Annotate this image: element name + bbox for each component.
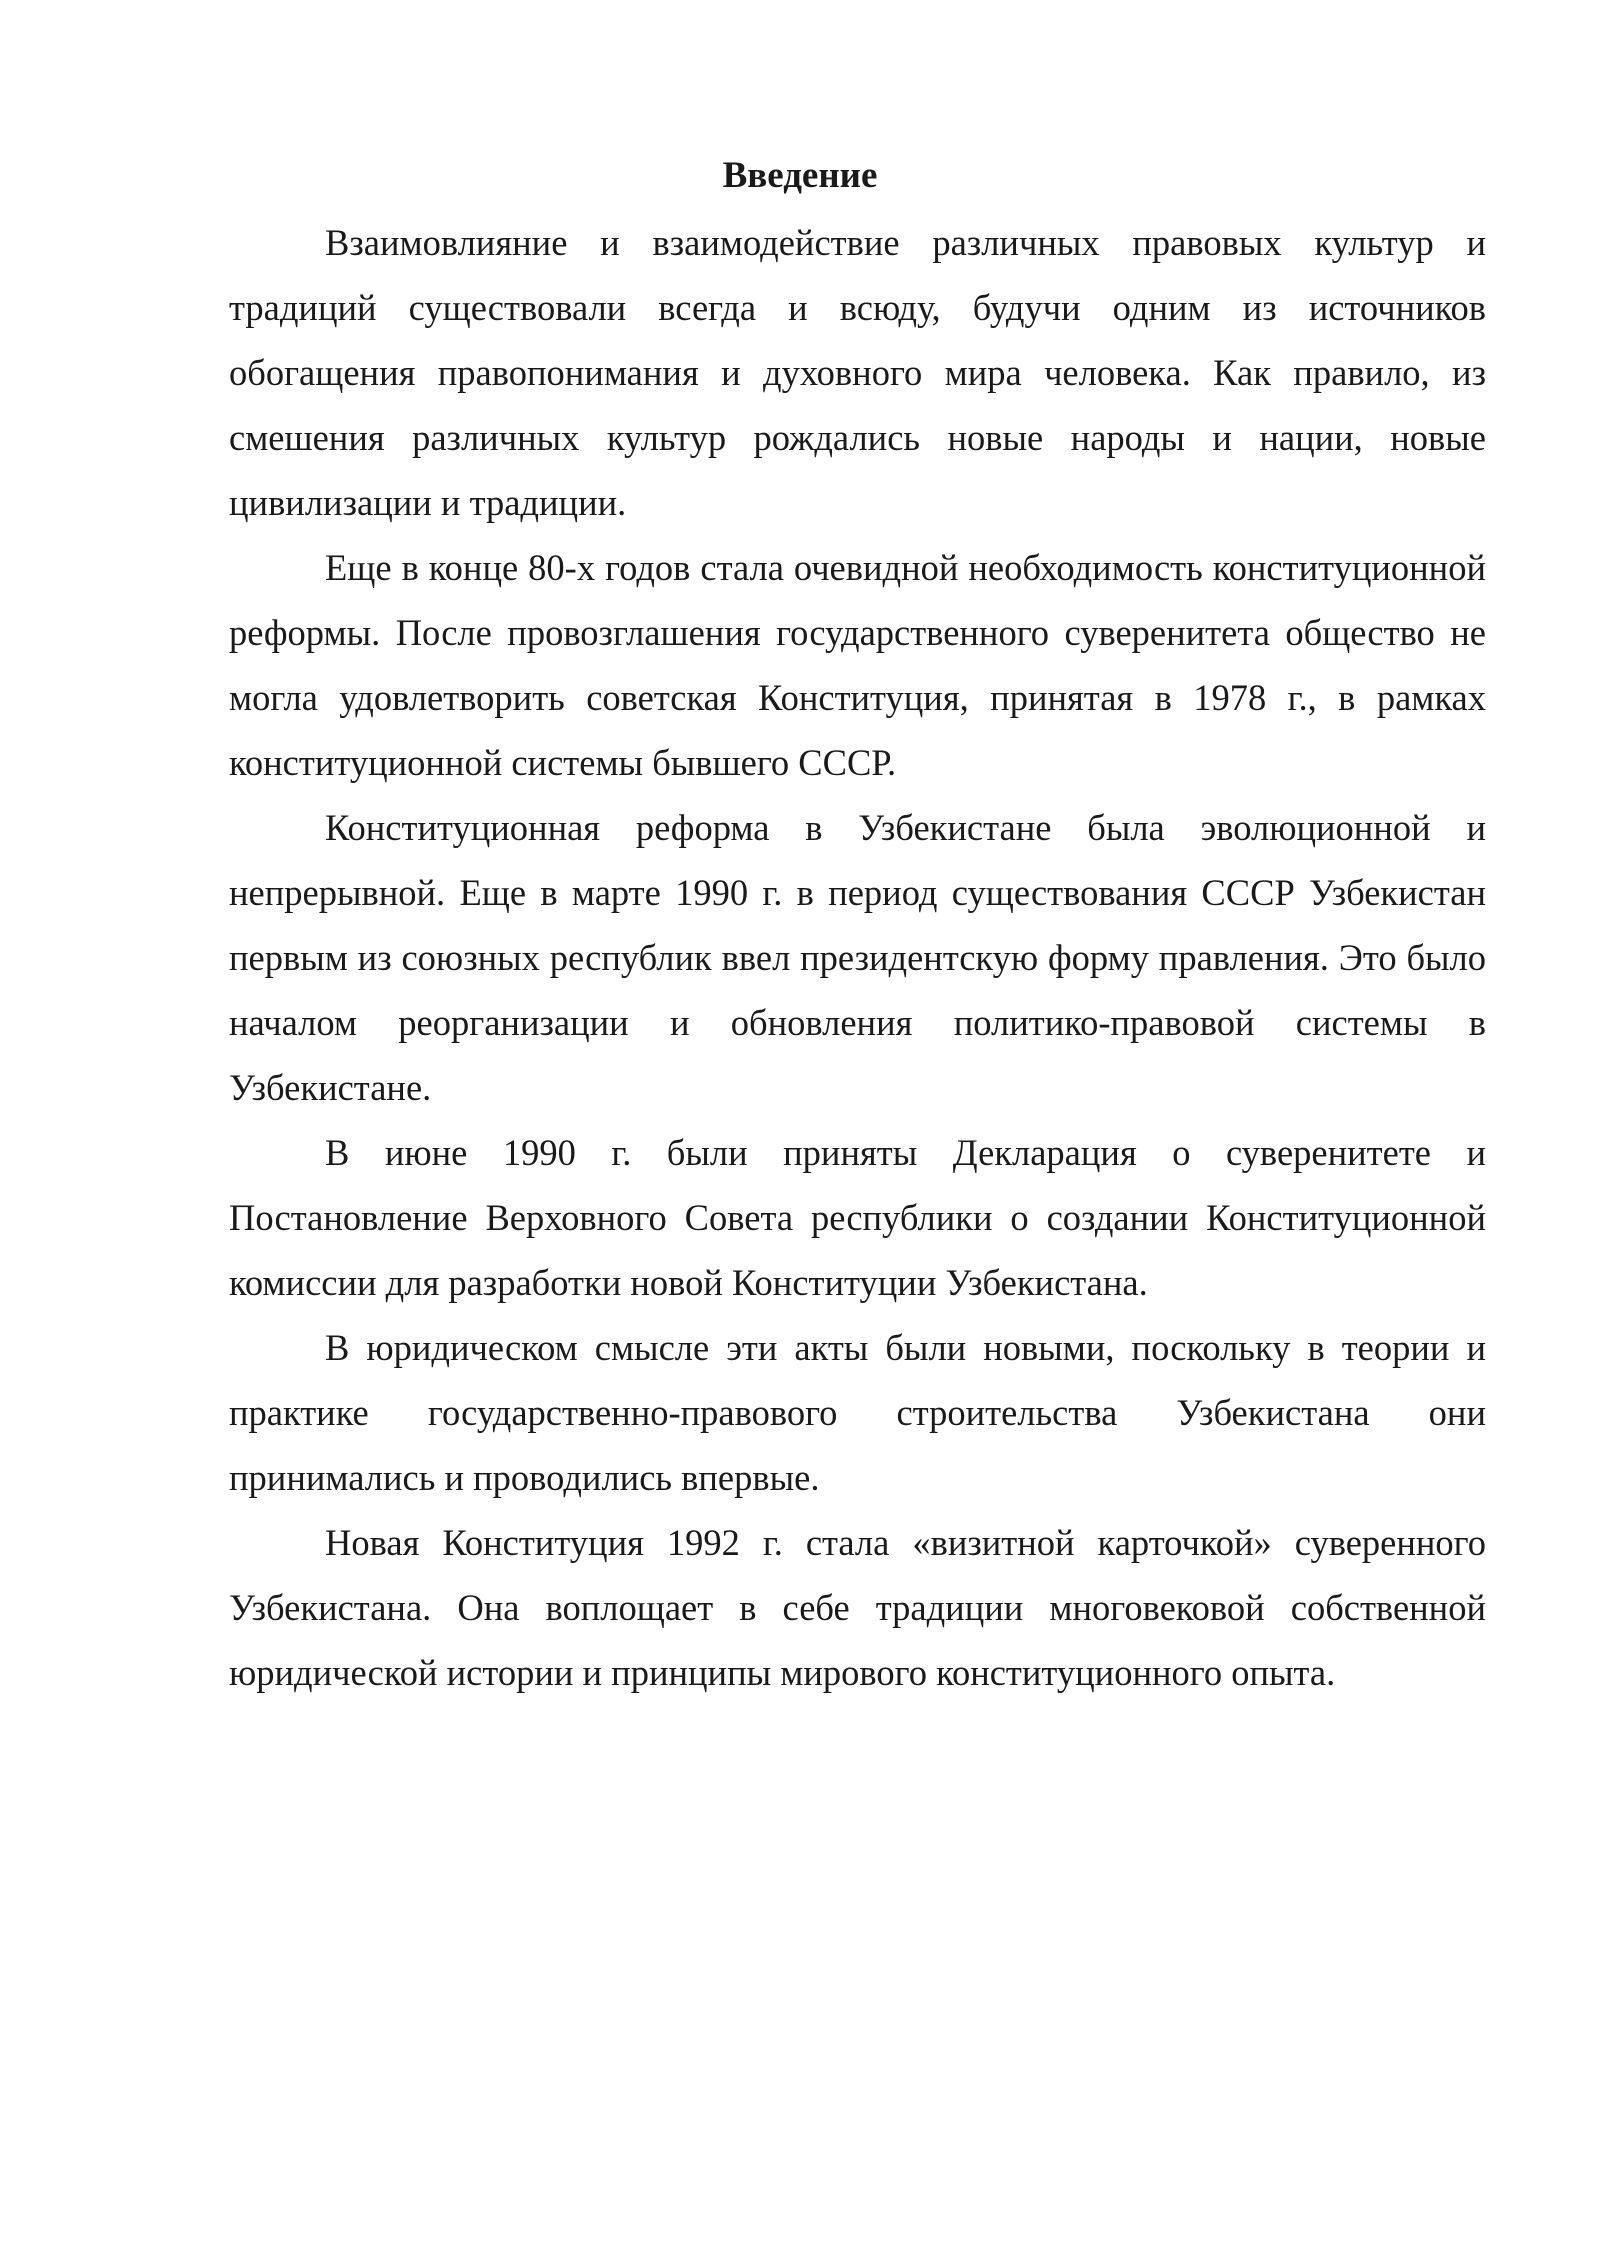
paragraph-cultural-interaction: Взаимовлияние и взаимодействие различных правовых культур и традиций существовали всегда и всюду, будучи одним из источников обогащения правопонимания и духовного мира человека. Как правило, из смешения различных культур рождались новые народы и нации, новые цивилизации и традиции. [229,222,1486,523]
paragraph-sovereignty-declaration: В июне 1990 г. были приняты Декларация о суверенитете и Постановление Верховного Совета республики о создании Конституционной комиссии для разработки новой Конституции Узбекистана. [229,1132,1486,1303]
paragraph-constitutional-reform-need: Еще в конце 80-х годов стала очевидной необходимость конституционной реформы. После провозглашения государственного суверенитета общество не могла удовлетворить советская Конституция, принятая в 1978 г., в рамках конституционной системы бывшего СССР. [229,547,1486,783]
document-title: Введение [722,155,878,196]
paragraph-constitution-1992: Новая Конституция 1992 г. стала «визитной карточкой» суверенного Узбекистана. Она воплощает в себе традиции многовековой собственной юридической истории и принципы мирового конституционного опыта. [229,1522,1486,1693]
paragraph-legal-novelty: В юридическом смысле эти акты были новыми, поскольку в теории и практике государственно-правового строительства Узбекистана они принимались и проводились впервые. [229,1327,1486,1498]
paragraph-evolutionary-reform: Конституционная реформа в Узбекистане была эволюционной и непрерывной. Еще в марте 1990 г. в период существования СССР Узбекистан первым из союзных республик ввел президентскую форму правления. Это было началом реорганизации и обновления политико-правовой системы в Узбекистане. [229,807,1486,1108]
document-body [229,210,1486,1705]
